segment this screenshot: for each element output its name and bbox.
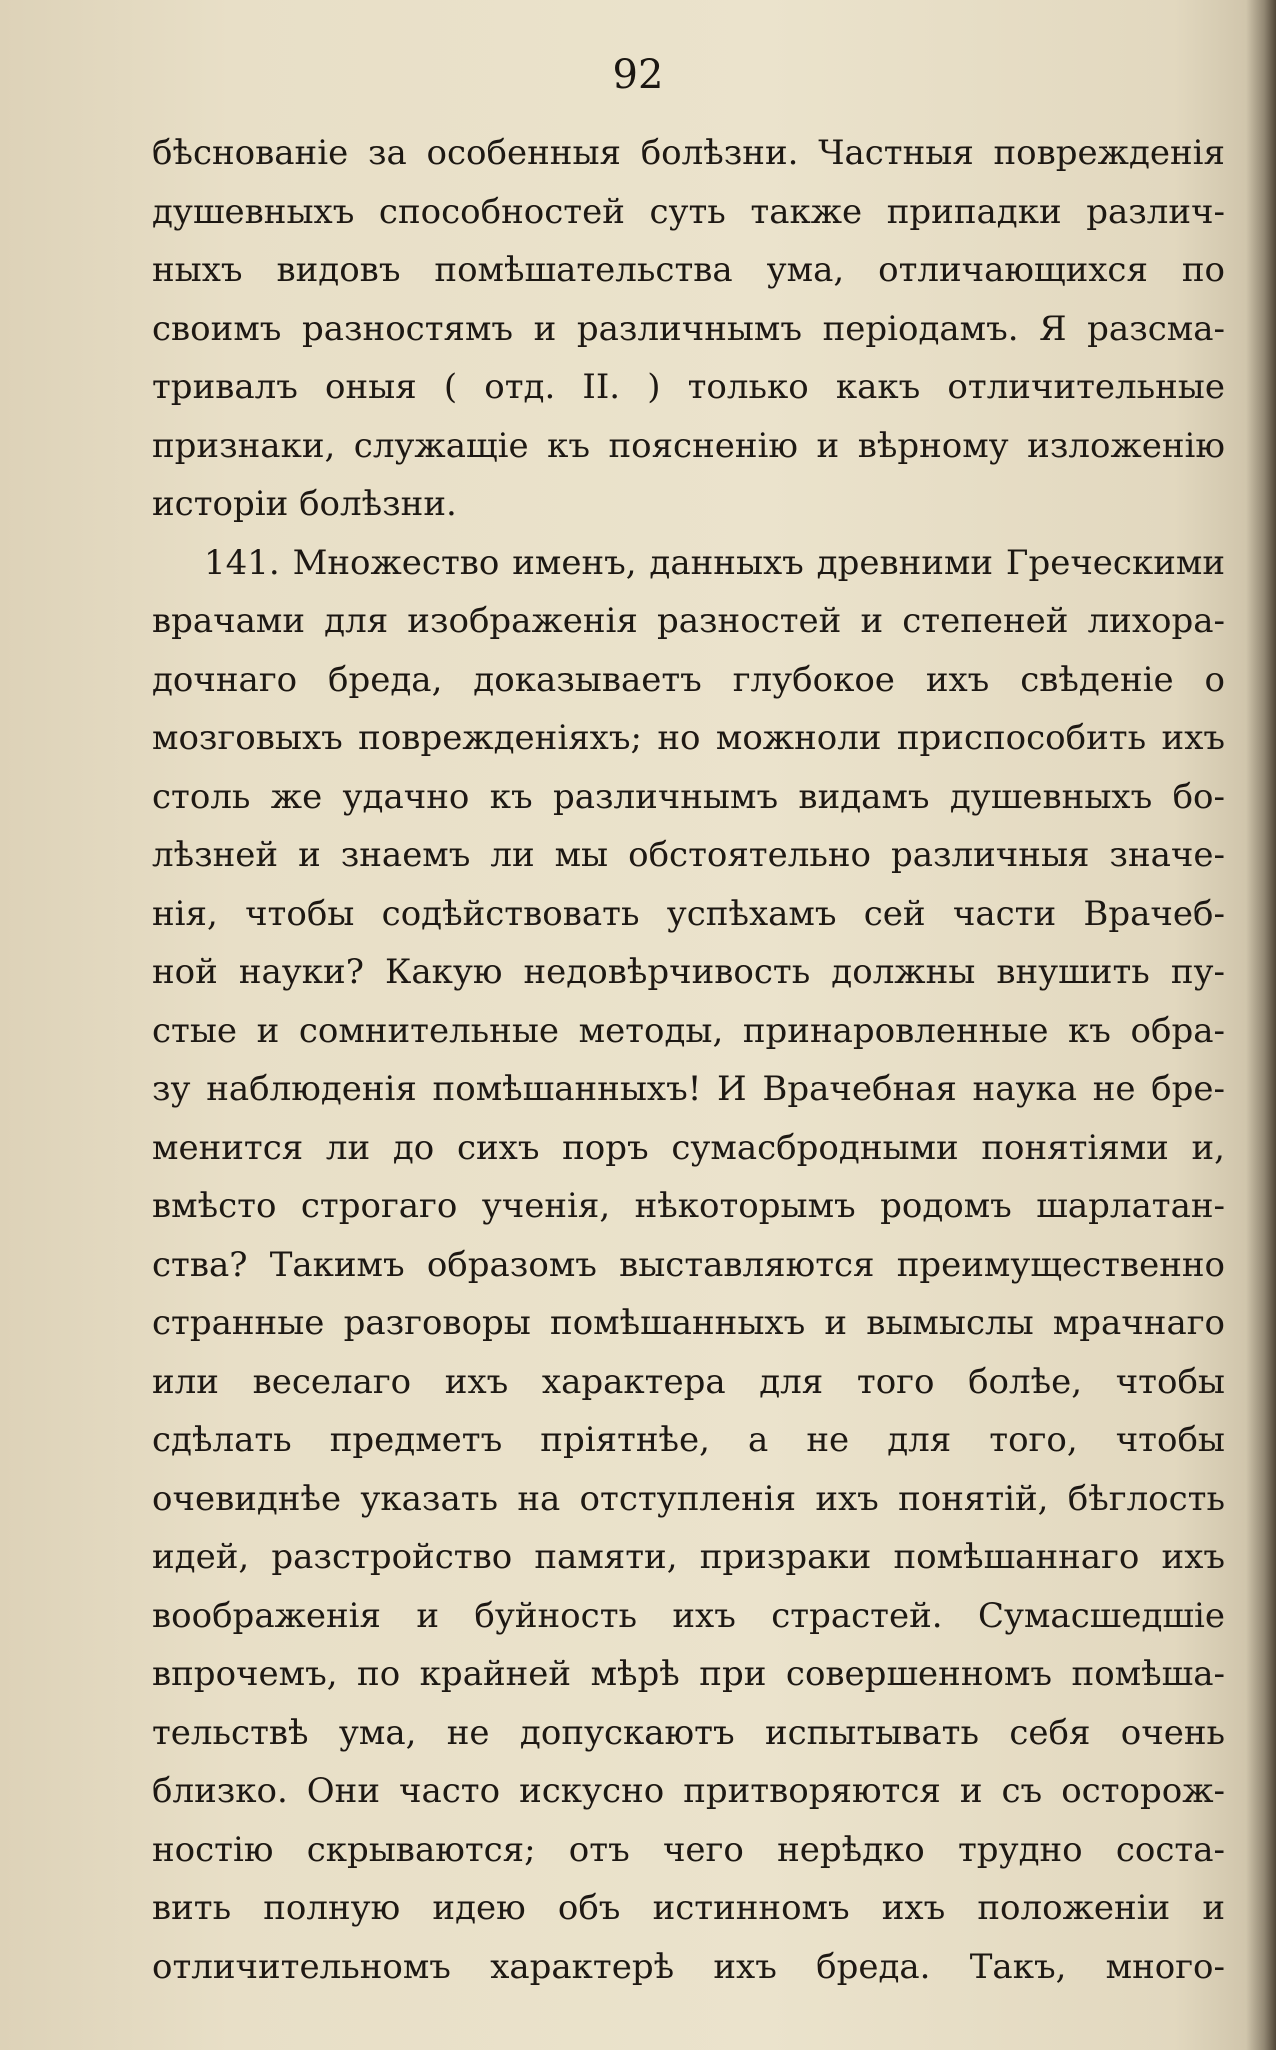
text-line: вмѣсто строгаго ученія, нѣкоторымъ родомъ шарлатан- (152, 1186, 1225, 1226)
text-line: ныхъ видовъ помѣшательства ума, отличающихся по (152, 250, 1225, 290)
text-line: тельствѣ ума, не допускаютъ испытывать себя очень (152, 1712, 1225, 1753)
text-line: ства? Такимъ образомъ выставляются преимущественно (152, 1244, 1225, 1285)
text-line: своимъ разностямъ и различнымъ періодамъ. Я разсма- (152, 308, 1225, 349)
text-line: врачами для изображенія разностей и степеней лихора- (152, 601, 1225, 641)
text-line: дочнаго бреда, доказываетъ глубокое ихъ свѣденіе о (152, 659, 1225, 700)
text-line: ной науки? Какую недовѣрчивость должны внушить пу- (152, 952, 1225, 992)
text-line: тривалъ оныя ( отд. II. ) только какъ отличительные (152, 367, 1225, 407)
text-line: или веселаго ихъ характера для того болѣе, чтобы (152, 1361, 1225, 1402)
text-line: стые и сомнительные методы, принаровленные къ обра- (152, 1010, 1225, 1051)
body-text (152, 124, 1225, 1996)
text-line: близко. Они часто искусно притворяются и съ осторож- (152, 1771, 1225, 1811)
text-line: менится ли до сихъ поръ сумасбродными понятіями и, (152, 1127, 1225, 1168)
text-line: воображенія и буйность ихъ страстей. Сумасшедшіе (152, 1595, 1225, 1636)
text-line: вить полную идею объ истинномъ ихъ положеніи и (152, 1888, 1225, 1928)
text-line: исторіи болѣзни. (152, 484, 457, 524)
text-line: признаки, служащіе къ поясненію и вѣрному изложенію (152, 425, 1225, 466)
text-line: очевиднѣе указать на отступленія ихъ понятій, бѣглость (152, 1478, 1225, 1519)
text-line: столь же удачно къ различнымъ видамъ душевныхъ бо- (152, 776, 1225, 817)
text-line: нія, чтобы содѣйствовать успѣхамъ сей части Врачеб- (152, 893, 1225, 934)
text-line: впрочемъ, по крайней мѣрѣ при совершенномъ помѣша- (152, 1654, 1225, 1694)
text-line: бѣснованіе за особенныя болѣзни. Частныя поврежденія (152, 133, 1225, 173)
text-line: отличительномъ характерѣ ихъ бреда. Такъ, много- (152, 1946, 1225, 1987)
page-number: 92 (612, 52, 664, 98)
text-line: идей, разстройство памяти, призраки помѣшаннаго ихъ (152, 1537, 1225, 1577)
text-line: странные разговоры помѣшанныхъ и вымыслы мрачнаго (152, 1303, 1225, 1343)
paragraph-start-line: 141. Множество именъ, данныхъ древними Греческими (204, 542, 1225, 583)
text-line: лѣзней и знаемъ ли мы обстоятельно различныя значе- (152, 835, 1225, 875)
text-line: ностію скрываются; отъ чего нерѣдко трудно соста- (152, 1829, 1225, 1870)
text-line: зу наблюденія помѣшанныхъ! И Врачебная наука не бре- (152, 1069, 1225, 1109)
text-line: душевныхъ способностей суть также припадки различ- (152, 191, 1225, 232)
page-edge-shadow (1246, 0, 1276, 2050)
text-line: мозговыхъ поврежденіяхъ; но можноли приспособить ихъ (152, 718, 1225, 758)
text-line: сдѣлать предметъ пріятнѣе, а не для того, чтобы (152, 1420, 1225, 1460)
